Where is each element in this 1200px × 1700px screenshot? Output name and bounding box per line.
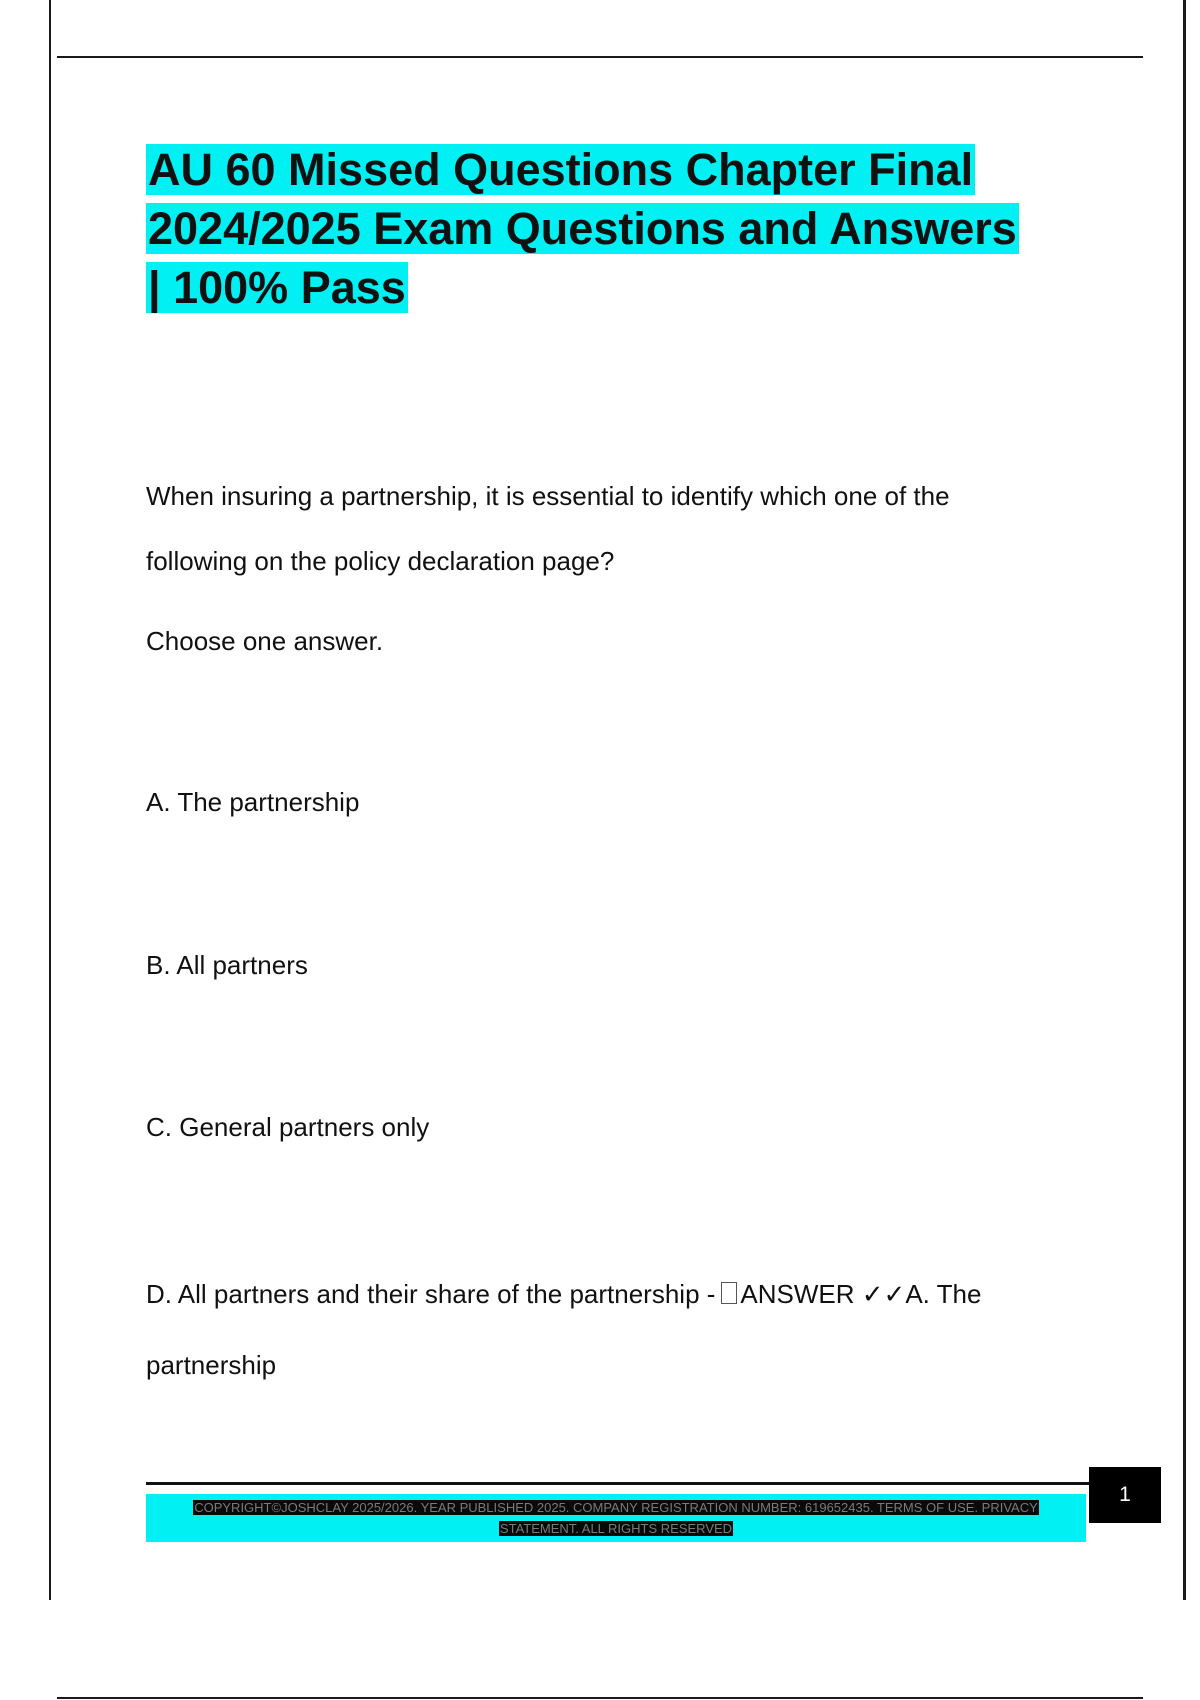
header-rule	[57, 56, 1143, 58]
missing-glyph-box-icon	[721, 1282, 737, 1304]
option-d-text: D. All partners and their share of the partnership -	[146, 1279, 716, 1309]
copyright-footer	[146, 1494, 1086, 1542]
option-c: C. General partners only	[146, 1112, 430, 1142]
page-number: 1	[1089, 1467, 1161, 1523]
next-page-top-rule	[57, 1697, 1143, 1699]
option-a: A. The partnership	[146, 787, 360, 817]
page-frame-right-border	[1183, 0, 1186, 1600]
title-line-1: AU 60 Missed Questions Chapter Final	[148, 144, 974, 195]
page-frame-left-border	[49, 0, 51, 1600]
copyright-line-1: COPYRIGHT©JOSHCLAY 2025/2026. YEAR PUBLISHED 2025. COMPANY REGISTRATION NUMBER: 619652435. TERMS OF USE. PRIVACY	[194, 1500, 1038, 1515]
document-title	[146, 140, 1106, 317]
answer-label: ANSWER ✓✓A. The	[740, 1279, 982, 1309]
copyright-line-2: STATEMENT. ALL RIGHTS RESERVED	[499, 1521, 733, 1536]
footer-rule	[146, 1482, 1090, 1485]
title-line-3: | 100% Pass	[148, 262, 406, 313]
question-text-line-2: following on the policy declaration page?	[146, 546, 615, 576]
question-instruction: Choose one answer.	[146, 626, 384, 656]
option-b: B. All partners	[146, 950, 308, 980]
question-text-line-1: When insuring a partnership, it is essential to identify which one of the	[146, 481, 950, 511]
option-d	[146, 1277, 981, 1311]
answer-continuation: partnership	[146, 1350, 277, 1380]
title-line-2: 2024/2025 Exam Questions and Answers	[148, 203, 1017, 254]
